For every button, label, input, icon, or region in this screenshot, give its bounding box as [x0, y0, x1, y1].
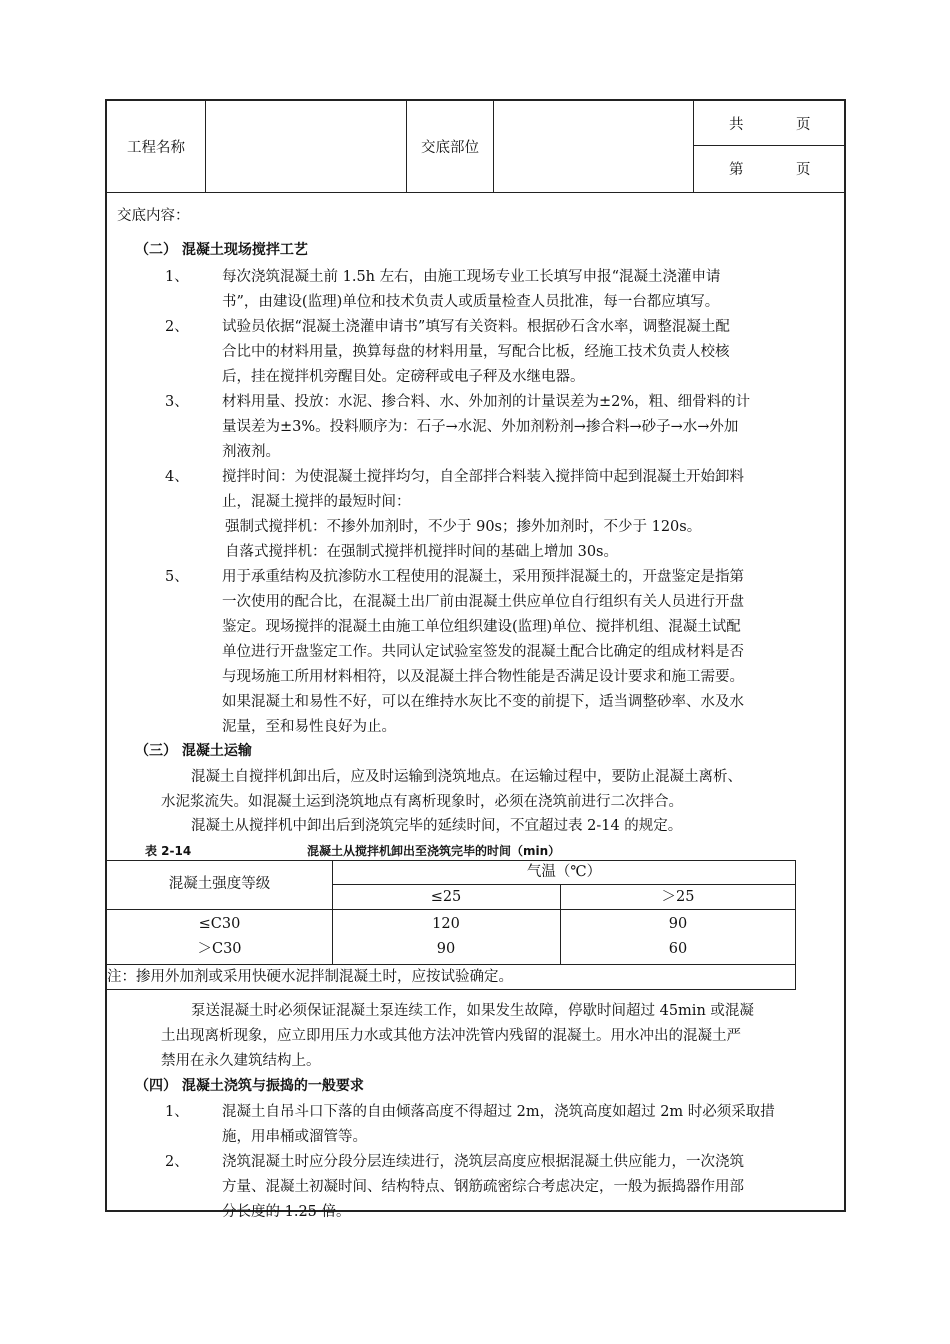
item-number: 3、 [165, 394, 189, 410]
item-text: 搅拌时间：为使混凝土搅拌均匀，自全部拌合料装入搅拌筒中起到混凝土开始卸料 [222, 469, 744, 485]
item-text: 合比中的材料用量，换算每盘的材料用量，写配合比板，经施工技术负责人校核 [222, 344, 730, 360]
item-number: 4、 [165, 469, 189, 485]
value-cell: 90 [436, 941, 456, 957]
item-text: 材料用量、投放：水泥、掺合料、水、外加剂的计量误差为±2%，粗、细骨料的计 [222, 394, 751, 410]
item-text: 分长度的 1.25 倍。 [222, 1204, 351, 1220]
temp-sub-header: ≤25 [430, 889, 462, 905]
item-text: 单位进行开盘鉴定工作。共同认定试验室签发的混凝土配合比确定的组成材料是否 [222, 644, 744, 660]
location-value [494, 101, 694, 192]
section2-title: （二） 混凝土现场搅拌工艺 [135, 242, 308, 258]
total-label: 共 [729, 116, 744, 133]
section4-title: （四） 混凝土浇筑与振捣的一般要求 [135, 1078, 364, 1094]
item-number: 2、 [165, 319, 189, 335]
location-label: 交底部位 [407, 101, 494, 192]
temperature-header: 气温（℃） [526, 864, 602, 880]
temp-sub-header: ＞25 [661, 889, 695, 905]
table-number: 表 2-14 [145, 844, 192, 858]
table-note: 注：掺用外加剂或采用快硬水泥拌制混凝土时，应按试验确定。 [107, 969, 513, 985]
value-cell: 120 [432, 916, 460, 932]
grade-cell: ＞C30 [197, 941, 242, 957]
grade-cell: ≤C30 [198, 916, 241, 932]
project-name-value [206, 101, 407, 192]
item-text: 与现场施工所用材料相符，以及混凝土拌合物性能是否满足设计要求和施工需要。 [222, 669, 744, 685]
item-text: 每次浇筑混凝土前 1.5h 左右，由施工现场专业工长填写申报“混凝土浇灌申请 [222, 269, 721, 285]
paragraph-text: 土出现离析现象，应立即用压力水或其他方法冲洗管内残留的混凝土。用水冲出的混凝土严 [161, 1028, 741, 1044]
paragraph-text: 水泥浆流失。如混凝土运到浇筑地点有离析现象时，必须在浇筑前进行二次拌合。 [161, 794, 683, 810]
item-text: 泥量，至和易性良好为止。 [222, 719, 396, 735]
item-text: 量误差为±3%。投料顺序为：石子→水泥、外加剂粉剂→掺合料→砂子→水→外加 [222, 419, 739, 435]
paragraph-text: 泵送混凝土时必须保证混凝土泵连续工作，如果发生故障，停歇时间超过 45min 或混凝 [191, 1003, 754, 1019]
item-text: 用于承重结构及抗渗防水工程使用的混凝土，采用预拌混凝土的，开盘鉴定是指第 [222, 569, 744, 585]
value-cell: 90 [668, 916, 688, 932]
grade-header: 混凝土强度等级 [168, 876, 271, 892]
item-text: 混凝土自吊斗口下落的自由倾落高度不得超过 2m，浇筑高度如超过 2m 时必须采取措 [222, 1104, 775, 1120]
page-unit: 页 [796, 162, 811, 178]
paragraph-text: 禁用在永久建筑结构上。 [161, 1053, 321, 1069]
document-frame [105, 99, 846, 1220]
item-text: 方量、混凝土初凝时间、结构特点、钢筋疏密综合考虑决定，一般为振捣器作用部 [222, 1179, 744, 1195]
curing-time-table [107, 860, 796, 990]
item-text: 书”，由建设(监理)单位和技术负责人或质量检查人员批准，每一台都应填写。 [222, 294, 720, 310]
paragraph-text: 混凝土从搅拌机中卸出后到浇筑完毕的延续时间，不宜超过表 2-14 的规定。 [191, 818, 683, 834]
content-label: 交底内容： [117, 208, 190, 224]
item-text: 剂液剂。 [222, 444, 280, 460]
total-unit: 页 [796, 116, 811, 133]
page-label: 第 [729, 162, 744, 178]
item-text: 试验员依据“混凝土浇灌申请书”填写有关资料。根据砂石含水率，调整混凝土配 [222, 319, 730, 335]
project-name-label: 工程名称 [107, 101, 206, 192]
paragraph-text: 混凝土自搅拌机卸出后，应及时运输到浇筑地点。在运输过程中，要防止混凝土离析、 [191, 769, 742, 785]
item-text: 鉴定。现场搅拌的混凝土由施工单位组织建设(监理)单位、搅拌机组、混凝土试配 [222, 619, 741, 635]
item-text: 自落式搅拌机：在强制式搅拌机搅拌时间的基础上增加 30s。 [225, 544, 618, 560]
value-cell: 60 [668, 941, 688, 957]
table-title: 混凝土从搅拌机卸出至浇筑完毕的时间（min） [307, 844, 561, 858]
item-number: 2、 [165, 1154, 189, 1170]
page-number-cell [694, 146, 844, 191]
item-text: 后，挂在搅拌机旁醒目处。定磅秤或电子秤及水继电器。 [222, 369, 585, 385]
item-text: 止，混凝土搅拌的最短时间： [222, 494, 411, 510]
item-text: 浇筑混凝土时应分段分层连续进行，浇筑层高度应根据混凝土供应能力，一次浇筑 [222, 1154, 744, 1170]
item-text: 如果混凝土和易性不好，可以在维持水灰比不变的前提下，适当调整砂率、水及水 [222, 694, 744, 710]
item-text: 强制式搅拌机：不掺外加剂时，不少于 90s；掺外加剂时，不少于 120s。 [225, 519, 702, 535]
item-number: 5、 [165, 569, 189, 585]
section3-title: （三） 混凝土运输 [135, 743, 252, 759]
item-number: 1、 [165, 269, 189, 285]
header-table [107, 101, 844, 193]
total-pages-cell [694, 101, 844, 146]
item-text: 施，用串桶或溜管等。 [222, 1129, 367, 1145]
item-text: 一次使用的配合比，在混凝土出厂前由混凝土供应单位自行组织有关人员进行开盘 [222, 594, 744, 610]
item-number: 1、 [165, 1104, 189, 1120]
